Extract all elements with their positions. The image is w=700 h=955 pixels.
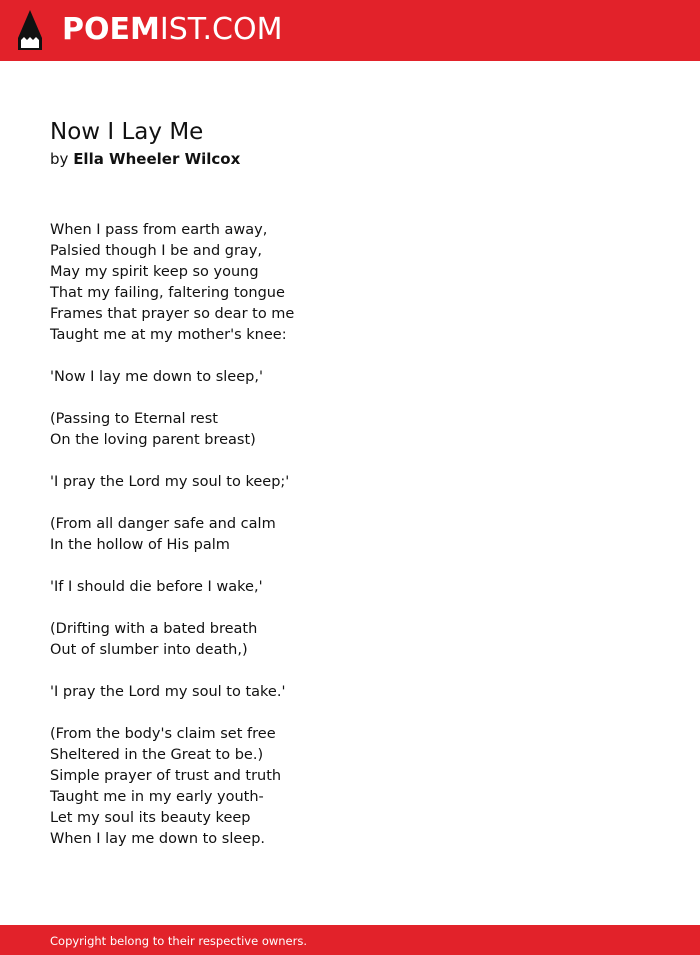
poem-stanza — [50, 367, 650, 388]
poem-line: Let my soul its beauty keep — [50, 810, 251, 826]
poem-line: (From all danger safe and calm — [50, 516, 276, 532]
poem-line: On the loving parent breast) — [50, 432, 256, 448]
poem-title: Now I Lay Me — [50, 119, 204, 145]
poem-stanza — [50, 514, 650, 556]
poem-line: When I pass from earth away, — [50, 222, 268, 238]
author-name: Ella Wheeler Wilcox — [73, 150, 241, 168]
stanza-gap — [50, 598, 650, 619]
poem-line: When I lay me down to sleep. — [50, 831, 266, 847]
poem-stanza — [50, 619, 650, 661]
stanza-gap — [50, 493, 650, 514]
byline — [50, 149, 650, 169]
logo-text-light: IST.COM — [159, 12, 283, 47]
by-label: by — [50, 150, 69, 168]
poem-line: Simple prayer of trust and truth — [50, 768, 282, 784]
poem-line: (Drifting with a bated breath — [50, 621, 258, 637]
site-footer — [0, 925, 700, 955]
poem-stanza — [50, 409, 650, 451]
poem-line: Sheltered in the Great to be.) — [50, 747, 264, 763]
pencil-tip-icon[interactable] — [18, 10, 42, 50]
poem-stanza — [50, 220, 650, 346]
poem-stanza — [50, 577, 650, 598]
poem-line: Palsied though I be and gray, — [50, 243, 263, 259]
poem-line: (Passing to Eternal rest — [50, 411, 218, 427]
poem-line: 'If I should die before I wake,' — [50, 579, 263, 595]
poem-content — [50, 115, 650, 850]
poem-line: 'Now I lay me down to sleep,' — [50, 369, 263, 385]
stanza-gap — [50, 661, 650, 682]
stanza-gap — [50, 556, 650, 577]
copyright-text: Copyright belong to their respective owners. — [50, 934, 308, 948]
poem-line: Out of slumber into death,) — [50, 642, 248, 658]
site-logo[interactable] — [62, 12, 282, 48]
stanza-gap — [50, 451, 650, 472]
poem-line: 'I pray the Lord my soul to take.' — [50, 684, 286, 700]
site-header — [0, 0, 700, 61]
stanza-gap — [50, 703, 650, 724]
poem-line: That my failing, faltering tongue — [50, 285, 285, 301]
poem-line: May my spirit keep so young — [50, 264, 259, 280]
poem-line: Frames that prayer so dear to me — [50, 306, 295, 322]
logo-text-bold: POEM — [62, 12, 160, 47]
poem-line: (From the body's claim set free — [50, 726, 276, 742]
stanza-gap — [50, 346, 650, 367]
stanza-gap — [50, 388, 650, 409]
poem-line: In the hollow of His palm — [50, 537, 230, 553]
poem-body — [50, 220, 650, 850]
poem-stanza — [50, 724, 650, 850]
poem-line: Taught me in my early youth- — [50, 789, 264, 805]
poem-stanza — [50, 472, 650, 493]
poem-line: Taught me at my mother's knee: — [50, 327, 287, 343]
poem-line: 'I pray the Lord my soul to keep;' — [50, 474, 290, 490]
poem-stanza — [50, 682, 650, 703]
